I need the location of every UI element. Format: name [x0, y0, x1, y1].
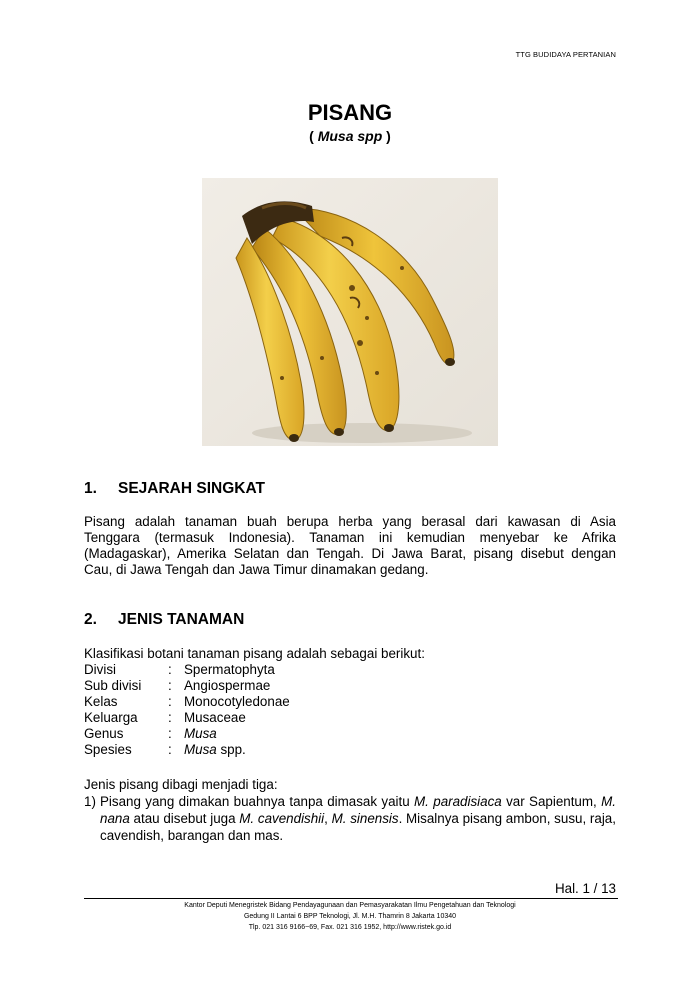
section-1-line-4: Cau, di Jawa Tengah dan Jawa Timur dinamakan gedang. [84, 562, 429, 577]
classification-key: Spesies [84, 742, 132, 757]
list-item-index: 1) [84, 794, 96, 809]
section-1-heading [84, 480, 265, 498]
classification-row [84, 742, 616, 758]
banana-photo [202, 178, 498, 446]
subtitle-close: ) [382, 128, 391, 144]
classification-colon: : [168, 678, 172, 693]
classification-colon: : [168, 662, 172, 677]
running-header: TTG BUDIDAYA PERTANIAN [515, 50, 616, 59]
classification-key: Divisi [84, 662, 116, 677]
classification-value: Monocotyledonae [184, 694, 290, 709]
subtitle-open: ( [309, 128, 318, 144]
subtitle-latin-name: Musa spp [317, 128, 383, 144]
classification-value: Spermatophyta [184, 662, 275, 677]
section-2-number: 2. [84, 611, 97, 628]
types-list [84, 776, 616, 844]
text-run: var Sapientum, [501, 794, 602, 809]
footer-line-2: Gedung II Lantai 6 BPP Teknologi, Jl. M.H. Thamrin 8 Jakarta 10340 [243, 913, 457, 920]
classification-value-italic: Musa [184, 742, 217, 757]
classification-row [84, 710, 616, 726]
section-1-title: SEJARAH SINGKAT [118, 480, 265, 497]
page-title: PISANG [307, 100, 393, 125]
section-1-line-1: Pisang adalah tanaman buah berupa herba yang berasal dari kawasan di Asia [84, 514, 616, 529]
classification-colon: : [168, 742, 172, 757]
classification-block [84, 646, 616, 758]
classification-intro: Klasifikasi botani tanaman pisang adalah sebagai berikut: [84, 646, 425, 661]
section-2-title: JENIS TANAMAN [118, 611, 245, 628]
classification-colon: : [168, 726, 172, 741]
text-run: atau disebut juga [129, 811, 240, 826]
section-1-line-3: (Madagaskar), Amerika Selatan dan Tengah. Di Jawa Barat, pisang disebut dengan [84, 546, 616, 561]
latin-name: M. nana [100, 794, 616, 826]
text-run: Pisang yang dimakan buahnya tanpa dimasak yaitu [100, 794, 415, 809]
text-run: , [324, 811, 332, 826]
classification-row [84, 726, 616, 742]
classification-value: Musaceae [184, 710, 246, 725]
classification-key: Genus [84, 726, 124, 741]
latin-name: M. sinensis [331, 811, 399, 826]
latin-name: M. paradisiaca [414, 794, 502, 809]
text-run: . Misalnya pisang ambon, susu, raja, cavendish, barangan dan mas. [100, 811, 616, 843]
footer-line-1: Kantor Deputi Menegristek Bidang Pendayagunaan dan Pemasyarakatan Ilmu Pengetahuan dan Teknologi [184, 902, 516, 909]
classification-value: Musa [184, 726, 217, 741]
footer-divider [84, 898, 618, 899]
types-intro: Jenis pisang dibagi menjadi tiga: [84, 777, 278, 792]
classification-value: Angiospermae [184, 678, 271, 693]
classification-row [84, 694, 616, 710]
footer-line-3: Tlp. 021 316 9166~69, Fax. 021 316 1952, http://www.ristek.go.id [248, 924, 452, 931]
classification-colon: : [168, 710, 172, 725]
classification-value [184, 742, 246, 758]
section-1-line-2: Tenggara (termasuk Indonesia). Tanaman ini kemudian menyebar ke Afrika [84, 530, 616, 545]
classification-key: Keluarga [84, 710, 138, 725]
latin-name: M. cavendishii [239, 811, 325, 826]
classification-key: Kelas [84, 694, 118, 709]
page-subtitle [0, 128, 700, 144]
classification-key: Sub divisi [84, 678, 142, 693]
page-number: Hal. 1 / 13 [554, 881, 616, 896]
classification-row [84, 678, 616, 694]
classification-colon: : [168, 694, 172, 709]
list-item [84, 793, 616, 844]
classification-value-rest: spp. [216, 742, 246, 757]
section-2-heading [84, 611, 244, 629]
list-item-text [100, 793, 616, 844]
classification-row [84, 662, 616, 678]
section-1-number: 1. [84, 480, 97, 497]
